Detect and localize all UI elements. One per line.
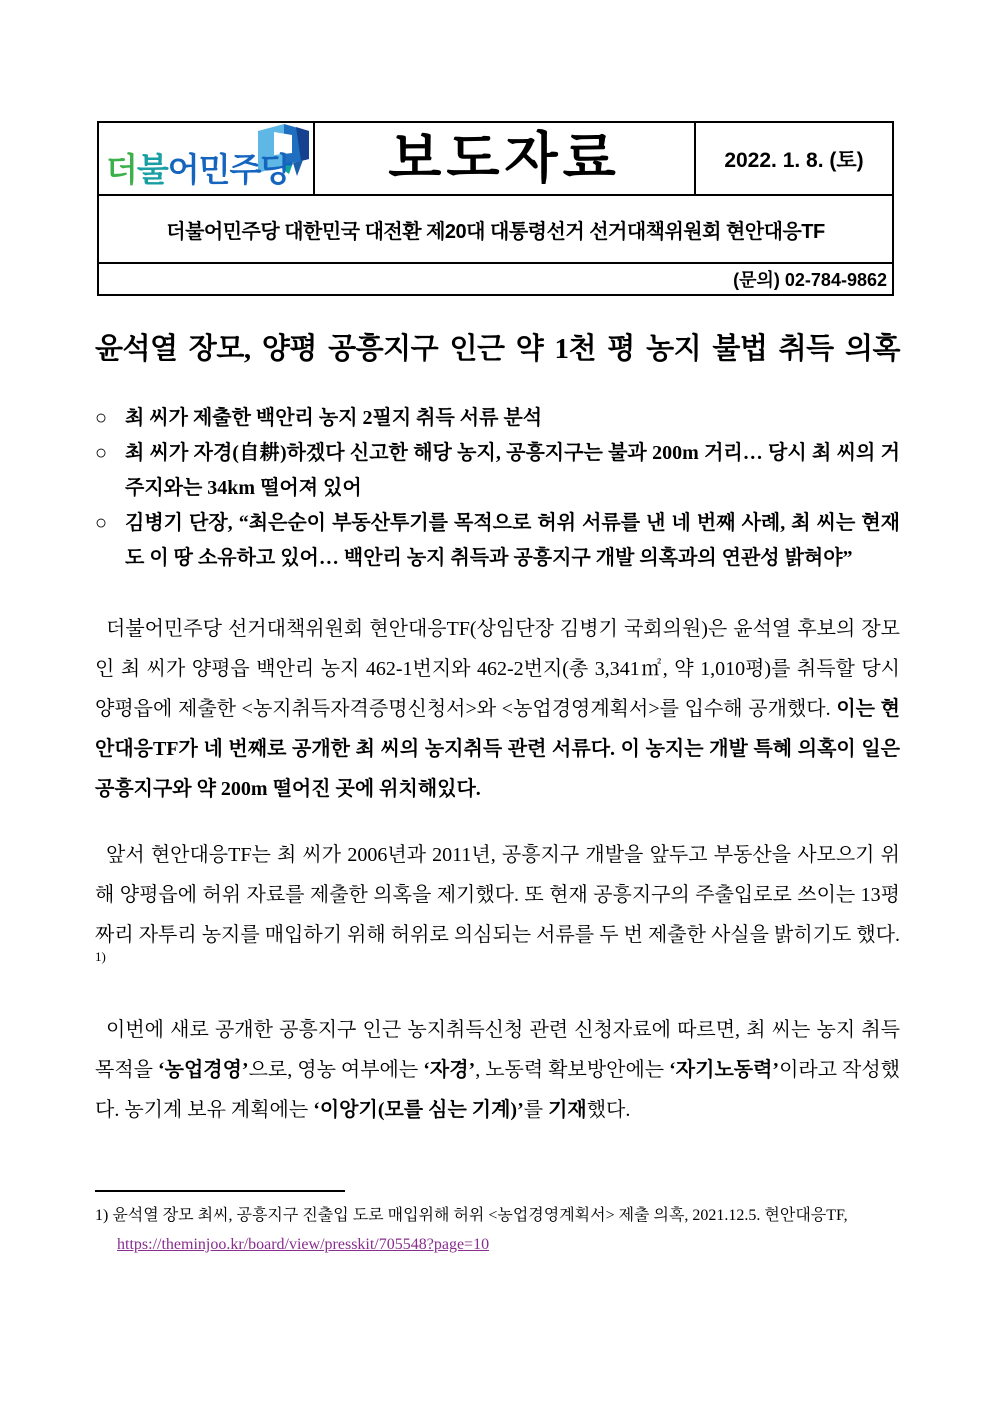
header-table: [97, 121, 894, 296]
paragraph-text-bold: 이는 현안대응TF가 네 번째로 공개한 최 씨의 농지취득 관련 서류다. 이 농지는 개발 특혜 의혹이 일은 공흥지구와 약 200m 떨어진 곳에 위치해있다.: [95, 698, 900, 800]
logo-chars-blue: 어민주당: [167, 151, 292, 188]
footnote-section: [95, 1190, 900, 1259]
paragraph-2: [95, 835, 900, 995]
paragraph-text: , 노동력 확보방안에는: [475, 1059, 670, 1081]
headline: 윤석열 장모, 양평 공흥지구 인근 약 1천 평 농지 불법 취득 의혹: [95, 333, 900, 365]
party-logo-text: [106, 144, 291, 191]
logo-char-green: 더: [106, 151, 137, 188]
circle-bullet-marker: ○: [95, 407, 108, 429]
bullet-text: 최 씨가 자경(自耕)하겠다 신고한 해당 농지, 공흥지구는 불과 200m 거리… 당시 최 씨의 거주지와는 34km 떨어져 있어: [125, 442, 900, 499]
bullet-item: [95, 436, 900, 506]
paragraph-text-bold: ‘자기노동력’: [669, 1059, 780, 1081]
doc-type-title: 보도자료: [315, 123, 696, 194]
bullet-item: [95, 506, 900, 576]
party-logo: [99, 123, 315, 194]
footnote-text: 윤석열 장모 최씨, 공흥지구 진출입 도로 매입위해 허위 <농업경영계획서> 제출 의혹, 2021.12.5. 현안대응TF,: [112, 1207, 848, 1224]
footnote-text-line: [95, 1201, 900, 1230]
paragraph-text: 으로, 영농 여부에는: [248, 1059, 424, 1081]
bullet-item: [95, 401, 900, 436]
footnote-url-line: [95, 1230, 900, 1259]
circle-bullet-marker: ○: [95, 442, 108, 464]
footnote-ref: 1): [95, 949, 106, 964]
footnote-link[interactable]: https://theminjoo.kr/board/view/presskit/705548?page=10: [117, 1236, 490, 1253]
paragraph-text: 했다.: [586, 1099, 631, 1121]
bullet-text: 최 씨가 제출한 백안리 농지 2필지 취득 서류 분석: [125, 407, 543, 429]
footnote-marker: 1): [95, 1207, 113, 1224]
release-date: 2022. 1. 8. (토): [724, 148, 864, 172]
paragraph-text: 를: [523, 1099, 549, 1121]
paragraph-text-bold: ‘자경’: [423, 1059, 476, 1081]
contact-line: (문의) 02-784-9862: [733, 270, 887, 290]
summary-bullets: [95, 401, 900, 576]
circle-bullet-marker: ○: [95, 512, 108, 534]
paragraph-1: [95, 609, 900, 809]
paragraph-text: 앞서 현안대응TF는 최 씨가 2006년과 2011년, 공흥지구 개발을 앞두고 부동산을 사모으기 위해 양평읍에 허위 자료를 제출한 의혹을 제기했다. 또 현재 공흥지구의 주출입로로 쓰이는 13평짜리 자투리 농지를 매입하기 위해 허위로 의심되는 서류를 두 번 제출한 사실을 밝히기도 했다.: [95, 844, 900, 946]
paragraph-3: [95, 1010, 900, 1130]
paragraph-text: 더불어민주당 선거대책위원회 현안대응TF(상임단장 김병기 국회의원)은 윤석열 후보의 장모인 최 씨가 양평읍 백안리 농지 462-1번지와 462-2번지(총 3,341㎡, 약 1,010평)를 취득할 당시 양평읍에 제출한 <농지취득자격증명신청서>와 <농업경영계획서>를 입수해 공개했다.: [95, 618, 900, 720]
paragraph-text-bold: ‘이앙기(모를 심는 기계)’: [313, 1099, 524, 1121]
paragraph-text-bold: 기재: [548, 1099, 587, 1121]
paragraph-text-bold: ‘농업경영’: [157, 1059, 249, 1081]
paragraph-text: 이번에 새로 공개한 공흥지구 인근 농지취득신청 관련 신청자료에 따르면, 최 씨는 농지 취득목적을: [95, 1019, 900, 1081]
bullet-text: 김병기 단장, “최은순이 부동산투기를 목적으로 허위 서류를 낸 네 번째 사례, 최 씨는 현재도 이 땅 소유하고 있어… 백안리 농지 취득과 공흥지구 개발 의혹과의 연관성 밝혀야”: [125, 512, 900, 569]
paragraph-text: 이라고 작성했다. 농기계 보유 계획에는: [95, 1059, 901, 1121]
header-row-top: [99, 123, 892, 196]
footnote-divider: [95, 1190, 345, 1192]
org-line: 더불어민주당 대한민국 대전환 제20대 대통령선거 선거대책위원회 현안대응TF: [99, 196, 892, 264]
logo-char-teal: 불: [136, 151, 168, 188]
